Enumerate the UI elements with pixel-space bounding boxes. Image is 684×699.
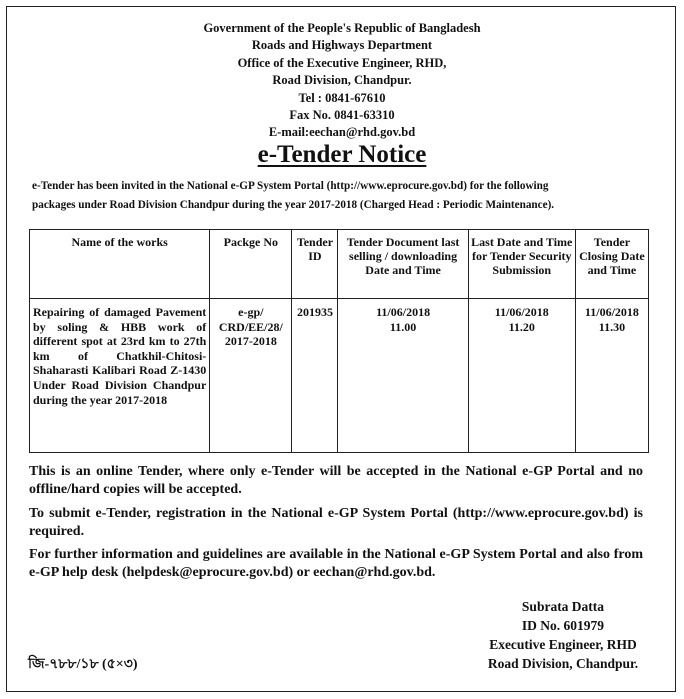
doc-date: 11/06/2018 — [376, 305, 431, 319]
signatory-designation: Executive Engineer, RHD — [489, 637, 637, 652]
header-security: Last Date and Time for Tender Security Submission — [468, 230, 575, 299]
package-line-2: CRD/EE/28/ — [218, 319, 283, 334]
package-line-3: 2017-2018 — [224, 334, 277, 349]
intro-line-2: packages under Road Division Chandpur during the year 2017-2018 (Charged Head : Periodic Maintenance). — [32, 199, 555, 211]
cell-doc-selling — [338, 299, 468, 453]
signatory-name: Subrata Datta — [521, 599, 605, 614]
header-tender-id: Tender ID — [292, 230, 338, 299]
header-line-fax: Fax No. 0841-63310 — [289, 108, 395, 123]
signature-block — [448, 597, 678, 673]
security-date: 11/06/2018 — [494, 305, 549, 319]
header-doc-selling: Tender Document last selling / downloading Date and Time — [338, 230, 468, 299]
table-row — [30, 299, 649, 453]
note-further-info: For further information and guidelines are available in the National e-GP System Portal and also from e-GP help desk (helpdesk@eprocure.gov.bd) or eechan@rhd.gov.bd. — [29, 547, 643, 580]
security-time: 11.20 — [508, 319, 535, 334]
cell-security — [468, 299, 575, 453]
closing-date: 11/06/2018 — [584, 305, 639, 319]
doc-time: 11.00 — [389, 319, 417, 334]
package-line-1: e-gp/ — [238, 305, 264, 319]
header-line-division: Road Division, Chandpur. — [272, 73, 412, 88]
reference-number: জি-৭৮৮/১৮ (৫×৩) — [28, 657, 138, 672]
cell-tender-id: 201935 — [292, 299, 338, 453]
closing-time: 11.30 — [598, 319, 626, 334]
signatory-office: Road Division, Chandpur. — [487, 656, 639, 671]
intro-paragraph — [32, 177, 652, 215]
office-header — [0, 20, 684, 142]
intro-line-1: e-Tender has been invited in the National e-GP System Portal (http://www.eprocure.gov.bd) for the following — [32, 180, 549, 192]
notice-title: e-Tender Notice — [257, 141, 427, 168]
cell-closing — [575, 299, 648, 453]
header-line-tel: Tel : 0841-67610 — [298, 90, 386, 105]
header-closing: Tender Closing Date and Time — [575, 230, 648, 299]
header-works: Name of the works — [30, 230, 210, 299]
note-registration: To submit e-Tender, registration in the National e-GP System Portal (http://www.eprocure.gov.bd) is required. — [29, 506, 643, 539]
cell-works: Repairing of damaged Pavement by soling & HBB work of different spot at 23rd km to 27th km of Chatkhil-Chitosi-Shaharasti Kalibari Road Z-1430 Under Road Division Chandpur during the year 2017-2018 — [30, 299, 210, 453]
header-line-government: Government of the People's Republic of Bangladesh — [203, 21, 481, 35]
header-line-office: Office of the Executive Engineer, RHD, — [237, 55, 447, 70]
header-package: Packge No — [210, 230, 292, 299]
cell-package — [210, 299, 292, 453]
tender-table — [29, 229, 649, 453]
signatory-id: ID No. 601979 — [521, 618, 605, 633]
table-header-row — [30, 230, 649, 299]
header-line-email: E-mail:eechan@rhd.gov.bd — [268, 125, 416, 140]
header-line-department: Roads and Highways Department — [251, 38, 433, 53]
note-online-tender: This is an online Tender, where only e-Tender will be accepted in the National e-GP Portal and no offline/hard copies will be accepted. — [29, 464, 643, 497]
